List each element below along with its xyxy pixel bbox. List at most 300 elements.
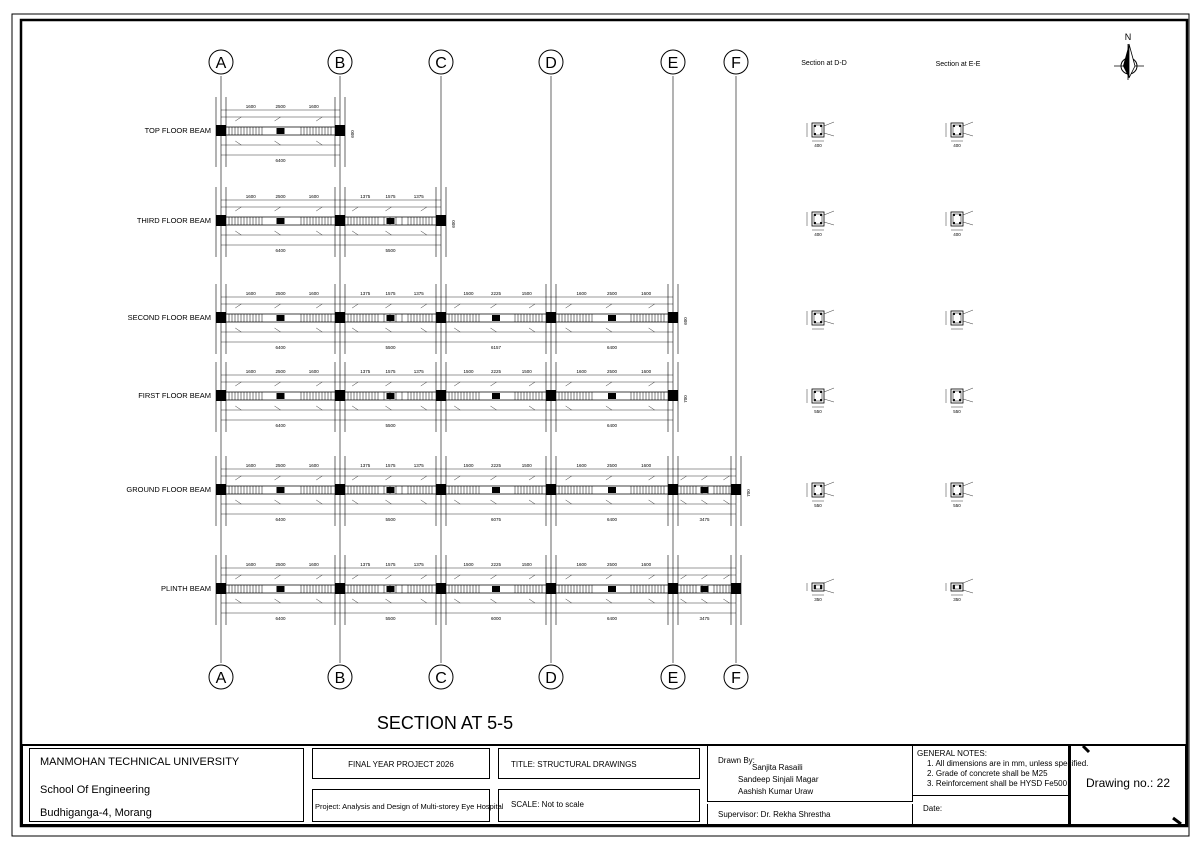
leader-line [824,388,834,392]
sub-dimension: 2500 [606,291,618,296]
leader-line [316,476,322,480]
leader-line [963,579,973,583]
bay-dimension: 6400 [606,517,618,522]
leader-line [316,406,322,410]
leader-line [491,406,497,410]
school-name: School Of Engineering [40,784,151,796]
floor-beam [128,284,688,354]
leader-line [649,599,655,603]
grid-label: B [334,670,346,687]
north-label: N [1124,32,1132,42]
sub-dimension: 1500 [521,463,532,468]
rebar-dot [814,125,816,127]
section-width: 400 [814,143,822,148]
leader-line [963,493,973,496]
sub-dimension: 1600 [308,562,319,567]
leader-line [385,575,391,579]
note-item: 3. Reinforcement shall be HYSD Fe500 [927,779,1068,788]
section-mark [277,487,285,493]
leader-line [606,406,612,410]
section-width: 350 [953,597,961,602]
section-mark [492,393,500,399]
section-mark [608,315,616,321]
leader-line [566,500,572,504]
floor-label: FIRST FLOOR BEAM [138,391,211,400]
beam-depth: 600 [683,317,688,325]
leader-line [824,579,834,583]
school-address: Budhiganga-4, Morang [40,807,152,819]
bay-dimension: 5500 [385,248,396,253]
leader-line [316,304,322,308]
leader-line [352,599,358,603]
leader-line [606,304,612,308]
leader-line [316,207,322,211]
section-mark [608,487,616,493]
leader-line [824,590,834,593]
floor-beam [137,187,456,257]
leader-line [649,500,655,504]
leader-line [824,482,834,486]
sub-dimension: 1375 [413,291,424,296]
rebar-dot [959,493,961,495]
sub-dimension: 1600 [308,369,319,374]
section-mark [608,586,616,592]
section-width: 400 [953,143,961,148]
section-mark [277,393,285,399]
leader-line [385,500,391,504]
beam-depth: 600 [451,220,456,228]
bay-dimension: 6400 [275,517,286,522]
title-box [498,748,700,779]
leader-line [963,590,973,593]
leader-line [566,304,572,308]
floor-label: PLINTH BEAM [160,584,211,593]
leader-line [701,575,707,579]
leader-line [824,211,834,215]
leader-line [963,482,973,486]
sub-dimension: 2225 [490,291,502,296]
leader-line [235,141,241,145]
rebar-dot [814,214,816,216]
leader-line [606,599,612,603]
sub-dimension: 1600 [245,194,256,199]
leader-line [275,575,281,579]
leader-line [421,599,427,603]
date-box [913,796,1069,824]
bay-dimension: 3475 [699,616,710,621]
rebar-dot [820,493,822,495]
leader-line [275,599,281,603]
bay-dimension: 5500 [385,616,396,621]
rebar-dot [953,214,955,216]
sub-dimension: 2500 [275,104,286,109]
supervisor-box [707,804,913,824]
bay-dimension: 6157 [490,345,502,350]
leader-line [454,599,460,603]
leader-line [352,231,358,235]
leader-line [566,382,572,386]
sub-dimension: 1375 [413,369,424,374]
scale-text: SCALE: Not to scale [511,800,584,809]
leader-line [566,599,572,603]
leader-line [385,328,391,332]
cross-section [807,388,834,414]
leader-line [491,382,497,386]
cross-section [807,579,834,602]
sub-dimension: 2225 [490,369,502,374]
grid-label: C [435,670,447,687]
sub-dimension: 1375 [360,194,371,199]
leader-line [701,599,707,603]
leader-line [454,500,460,504]
cross-section [807,122,834,148]
project-name: Project: Analysis and Design of Multi-storey Eye Hospital [315,802,504,811]
leader-line [723,575,729,579]
drawn-by-box [707,746,913,802]
rebar-dot [959,585,961,587]
drawn-by-label: Drawn By: [718,756,755,765]
leader-line [824,493,834,496]
leader-line [963,133,973,136]
leader-line [529,382,535,386]
rebar-dot [814,587,816,589]
grid-label: F [731,670,741,687]
leader-line [421,476,427,480]
rebar-dot [959,321,961,323]
leader-line [235,406,241,410]
rebar-dot [953,587,955,589]
rebar-dot [814,493,816,495]
leader-line [566,476,572,480]
beam-depth: 600 [350,130,355,138]
university-box [29,748,304,822]
beam-elevations [126,97,751,625]
leader-line [316,141,322,145]
rebar-dot [814,585,816,587]
sub-dimension: 1600 [245,369,256,374]
floor-beam [161,555,741,625]
leader-line [352,575,358,579]
leader-line [454,382,460,386]
leader-line [649,304,655,308]
corner-marks [1069,744,1187,826]
drawing-title: SECTION AT 5-5 [376,713,514,733]
leader-line [235,207,241,211]
sub-dimension: 2500 [275,369,286,374]
sub-dimension: 2500 [275,562,286,567]
rebar-dot [814,391,816,393]
sub-dimension: 1575 [385,291,396,296]
sub-dimension: 1600 [245,291,256,296]
leader-line [316,575,322,579]
sub-dimension: 1575 [385,194,396,199]
floor-label: SECOND FLOOR BEAM [127,313,211,322]
section-mark [492,315,500,321]
rebar-dot [953,485,955,487]
rebar-dot [820,125,822,127]
drawing-set-title: TITLE: STRUCTURAL DRAWINGS [511,760,637,769]
sub-dimension: 1600 [641,291,652,296]
drawing-number: Drawing no.: 22 [1085,776,1171,790]
leader-line [421,406,427,410]
sub-dimension: 1375 [360,369,371,374]
leader-line [352,304,358,308]
sub-dimension: 1600 [641,369,652,374]
floor-label: THIRD FLOOR BEAM [136,216,211,225]
leader-line [235,328,241,332]
leader-line [681,575,687,579]
rebar-dot [959,125,961,127]
grid-label: E [667,670,679,687]
sub-dimension: 1600 [308,194,319,199]
leader-line [385,406,391,410]
floor-beam [138,362,688,432]
section-mark [701,586,709,592]
grid-label: B [334,55,346,72]
section-mark [387,487,395,493]
bay-dimension: 6075 [490,517,502,522]
leader-line [491,575,497,579]
leader-line [235,599,241,603]
section-width: 550 [814,409,822,414]
floor-beam [145,97,355,167]
leader-line [566,328,572,332]
bay-dimension: 3475 [699,517,710,522]
bay-dimension: 6400 [606,423,618,428]
section-mark [387,315,395,321]
leader-line [529,599,535,603]
leader-line [824,399,834,402]
sub-dimension: 2500 [606,562,618,567]
leader-line [421,500,427,504]
drawn-by-name: Sanjita Rasaili [752,763,803,772]
rebar-dot [959,587,961,589]
leader-line [235,117,241,121]
bay-dimension: 6000 [490,616,502,621]
leader-line [235,304,241,308]
sub-dimension: 1500 [521,562,532,567]
grid-label: A [215,670,227,687]
leader-line [316,328,322,332]
rebar-dot [953,313,955,315]
leader-line [963,388,973,392]
sub-dimension: 1600 [245,104,256,109]
leader-line [454,476,460,480]
cross-section [807,482,834,508]
section-width: 550 [953,503,961,508]
grid-label: D [545,670,557,687]
leader-line [824,310,834,314]
scale-box [498,789,700,822]
beam-cross-sections [801,60,980,602]
section-header: Section at E-E [935,61,981,68]
section-width: 400 [814,232,822,237]
rebar-dot [959,313,961,315]
leader-line [352,207,358,211]
section-mark [277,128,285,134]
leader-line [275,406,281,410]
leader-line [606,575,612,579]
rebar-dot [820,585,822,587]
section-mark [277,315,285,321]
sub-dimension: 1600 [245,463,256,468]
leader-line [316,500,322,504]
rebar-dot [953,321,955,323]
leader-line [566,406,572,410]
leader-line [275,328,281,332]
grid-label: E [667,55,679,72]
leader-line [649,406,655,410]
sub-dimension: 2500 [606,463,618,468]
bay-dimension: 6400 [275,248,286,253]
rebar-dot [820,587,822,589]
section-mark [277,586,285,592]
note-item: 1. All dimensions are in mm, unless specified. [927,759,1089,768]
sub-dimension: 1600 [576,291,587,296]
leader-line [963,399,973,402]
leader-line [701,500,707,504]
leader-line [701,476,707,480]
rebar-dot [820,399,822,401]
sub-dimension: 2225 [490,463,502,468]
cross-section [807,310,834,329]
sub-dimension: 2225 [490,562,502,567]
leader-line [275,207,281,211]
leader-line [275,231,281,235]
leader-line [235,231,241,235]
leader-line [824,122,834,126]
rebar-dot [820,321,822,323]
sub-dimension: 1600 [576,463,587,468]
leader-line [352,328,358,332]
sub-dimension: 2500 [275,194,286,199]
sub-dimension: 2500 [606,369,618,374]
sub-dimension: 2500 [275,463,286,468]
sub-dimension: 1600 [308,104,319,109]
leader-line [649,476,655,480]
leader-line [963,211,973,215]
date-label: Date: [923,804,943,813]
rebar-dot [953,133,955,135]
beam-depth: 700 [683,395,688,403]
cross-section [946,388,973,414]
cross-section [807,211,834,237]
drawn-by-name: Aashish Kumar Uraw [738,787,814,796]
project-year-box [312,748,490,779]
leader-line [235,500,241,504]
sub-dimension: 1600 [576,562,587,567]
section-mark [701,487,709,493]
leader-line [491,476,497,480]
grid-label: C [435,55,447,72]
cross-section [946,579,973,602]
bay-dimension: 6400 [275,158,286,163]
rebar-dot [953,391,955,393]
leader-line [421,382,427,386]
inner-border [21,20,1187,826]
section-width: 400 [953,232,961,237]
sub-dimension: 1375 [413,463,424,468]
sub-dimension: 1375 [360,562,371,567]
section-mark [492,586,500,592]
leader-line [385,304,391,308]
sub-dimension: 1575 [385,463,396,468]
leader-line [421,575,427,579]
grid-label: F [731,55,741,72]
north-arrow-icon [1114,32,1144,80]
sub-dimension: 1575 [385,369,396,374]
leader-line [275,304,281,308]
section-mark [277,218,285,224]
cross-section [946,482,973,508]
leader-line [385,476,391,480]
leader-line [529,304,535,308]
note-item: 2. Grade of concrete shall be M25 [927,769,1048,778]
leader-line [606,382,612,386]
leader-line [529,328,535,332]
rebar-dot [814,313,816,315]
leader-line [491,328,497,332]
sub-dimension: 1600 [641,463,652,468]
rebar-dot [953,493,955,495]
rebar-dot [820,214,822,216]
leader-line [421,231,427,235]
section-mark [387,586,395,592]
leader-line [275,500,281,504]
sub-dimension: 1500 [463,463,474,468]
rebar-dot [959,399,961,401]
cross-section [946,122,973,148]
leader-line [421,328,427,332]
rebar-dot [814,133,816,135]
rebar-dot [814,485,816,487]
leader-line [275,382,281,386]
leader-line [723,599,729,603]
section-mark [387,218,395,224]
rebar-dot [953,125,955,127]
leader-line [491,304,497,308]
sub-dimension: 1600 [308,291,319,296]
sub-dimension: 1600 [576,369,587,374]
leader-line [275,141,281,145]
leader-line [723,476,729,480]
leader-line [963,122,973,126]
rebar-dot [820,313,822,315]
leader-line [824,321,834,324]
rebar-dot [953,222,955,224]
rebar-dot [959,485,961,487]
bay-dimension: 5500 [385,345,396,350]
rebar-dot [820,222,822,224]
sub-dimension: 1500 [521,291,532,296]
leader-line [275,476,281,480]
cross-section [946,211,973,237]
rebar-dot [820,133,822,135]
floor-label: TOP FLOOR BEAM [144,126,211,135]
leader-line [681,599,687,603]
sub-dimension: 1500 [463,369,474,374]
leader-line [454,575,460,579]
bay-dimension: 6400 [275,616,286,621]
project-box [312,789,504,822]
grid-label: D [545,55,557,72]
section-mark [492,487,500,493]
rebar-dot [959,214,961,216]
bay-dimension: 5500 [385,517,396,522]
leader-line [235,575,241,579]
grid-label: A [215,55,227,72]
sub-dimension: 1375 [413,194,424,199]
